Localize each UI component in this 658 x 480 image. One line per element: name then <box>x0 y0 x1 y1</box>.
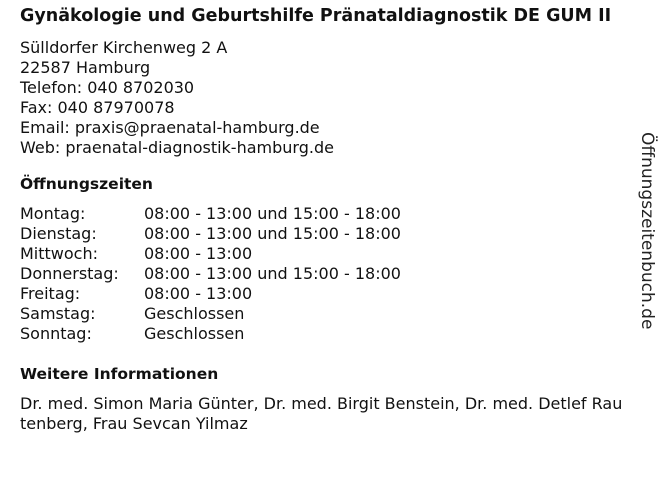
day-label: Montag: <box>20 204 86 223</box>
city-address: 22587 Hamburg <box>20 58 151 77</box>
hours-row-saturday <box>20 304 620 324</box>
time-value: 08:00 - 13:00 und 15:00 - 18:00 <box>144 264 401 283</box>
day-label: Dienstag: <box>20 224 97 243</box>
day-label: Mittwoch: <box>20 244 98 263</box>
time-value: 08:00 - 13:00 und 15:00 - 18:00 <box>144 224 401 243</box>
day-label: Samstag: <box>20 304 96 323</box>
hours-row-friday <box>20 284 620 304</box>
time-value: 08:00 - 13:00 und 15:00 - 18:00 <box>144 204 401 223</box>
day-label: Freitag: <box>20 284 81 303</box>
email-address: Email: praxis@praenatal-hamburg.de <box>20 118 320 137</box>
page-title: Gynäkologie und Geburtshilfe Pränataldiagnostik DE GUM II <box>20 6 612 26</box>
day-label: Donnerstag: <box>20 264 119 283</box>
day-label: Sonntag: <box>20 324 92 343</box>
opening-hours-heading: Öffnungszeiten <box>20 175 153 193</box>
page-content <box>20 6 623 434</box>
fax-number: Fax: 040 87970078 <box>20 98 175 117</box>
hours-row-sunday <box>20 324 620 344</box>
time-value: Geschlossen <box>144 304 245 323</box>
website: Web: praenatal-diagnostik-hamburg.de <box>20 138 334 157</box>
street-address: Sülldorfer Kirchenweg 2 A <box>20 38 228 57</box>
hours-row-wednesday <box>20 244 620 264</box>
hours-row-monday <box>20 204 620 224</box>
further-info-text: Dr. med. Simon Maria Günter, Dr. med. Birgit Benstein, Dr. med. Detlef Rautenberg, Frau Sevcan Yilmaz <box>20 394 623 433</box>
hours-row-tuesday <box>20 224 620 244</box>
watermark-text: Öffnungszeitenbuch.de <box>637 132 657 330</box>
hours-row-thursday <box>20 264 620 284</box>
contact-block <box>20 38 620 158</box>
further-info-heading: Weitere Informationen <box>20 365 219 383</box>
phone-number: Telefon: 040 8702030 <box>20 78 195 97</box>
time-value: Geschlossen <box>144 324 245 343</box>
time-value: 08:00 - 13:00 <box>144 284 253 303</box>
time-value: 08:00 - 13:00 <box>144 244 253 263</box>
opening-hours-table <box>20 204 620 344</box>
